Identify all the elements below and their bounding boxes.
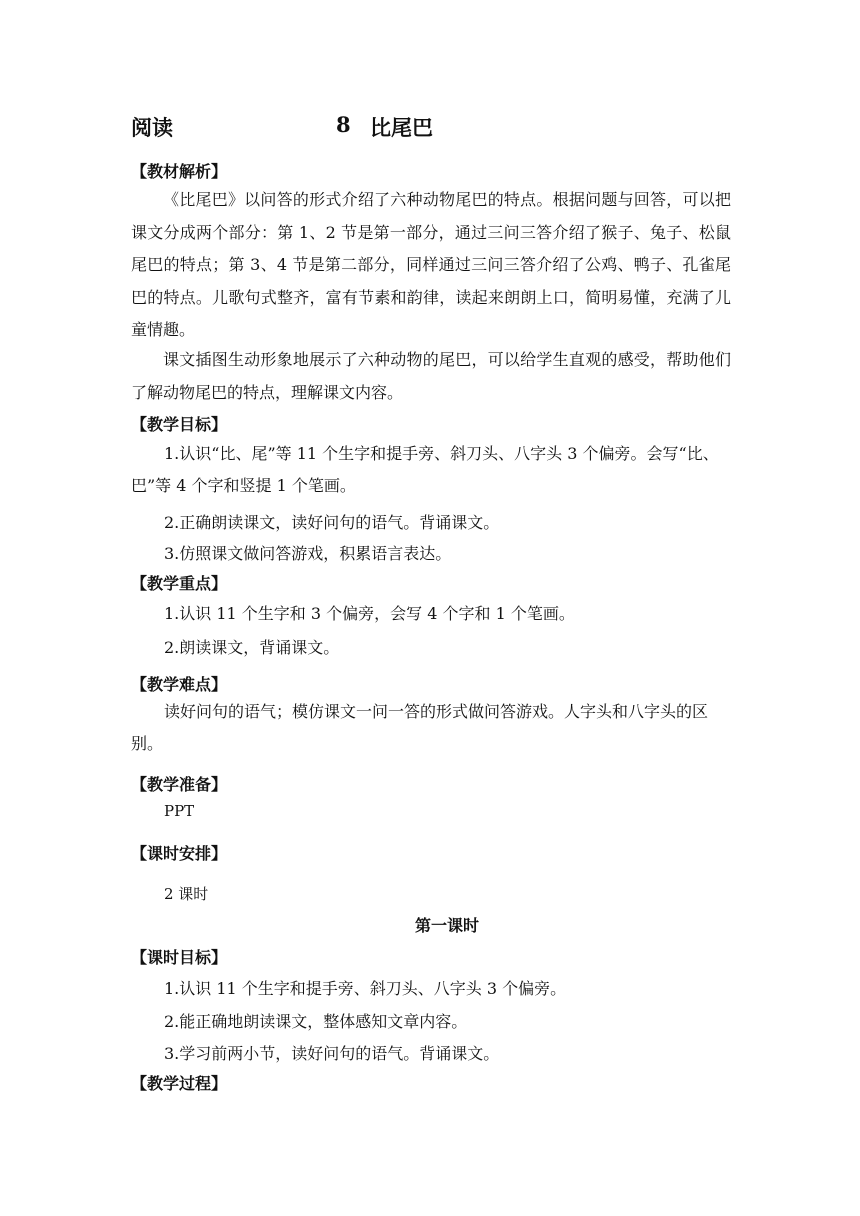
goal-item-2: 2.正确朗读课文，读好问句的语气。背诵课文。: [164, 513, 500, 532]
preparation-heading: 【教学准备】: [131, 775, 228, 794]
goal-item-3: 3.仿照课文做问答游戏，积累语言表达。: [164, 544, 452, 563]
difficulties-heading: 【教学难点】: [131, 675, 228, 694]
lesson1-goal-item-1: 1.认识 11 个生字和提手旁、斜刀头、八字头 3 个偏旁。: [164, 979, 567, 998]
goal-item-1: 1.认识“比、尾”等 11 个生字和提手旁、斜刀头、八字头 3 个偏旁。会写“比、巴”等 4 个字和竖提 1 个笔画。: [131, 444, 719, 495]
lesson-number: 8: [336, 112, 351, 137]
section-label: 阅读: [131, 116, 173, 140]
key-point-item-2: 2.朗读课文，背诵课文。: [164, 638, 340, 657]
preparation-text: PPT: [164, 802, 195, 820]
key-points-heading: 【教学重点】: [131, 574, 228, 593]
goals-heading: 【教学目标】: [131, 415, 228, 434]
lesson-title: 比尾巴: [370, 116, 433, 140]
key-point-item-1: 1.认识 11 个生字和 3 个偏旁，会写 4 个字和 1 个笔画。: [164, 604, 575, 623]
analysis-heading: 【教材解析】: [131, 162, 228, 181]
lesson1-goals-heading: 【课时目标】: [131, 948, 228, 967]
analysis-paragraph-2: 课文插图生动形象地展示了六种动物的尾巴，可以给学生直观的感受，帮助他们了解动物尾巴的特点，理解课文内容。: [131, 350, 731, 402]
analysis-paragraph-1: 《比尾巴》以问答的形式介绍了六种动物尾巴的特点。根据问题与回答，可以把课文分成两个部分：第 1、2 节是第一部分，通过三问三答介绍了猴子、兔子、松鼠尾巴的特点；第 3、4 节是第二部分，同样通过三问三答介绍了公鸡、鸭子、孔雀尾巴的特点。儿歌句式整齐，富有节素和韵律，读起来朗朗上口，简明易懂，充满了儿童情趣。: [131, 190, 731, 339]
schedule-heading: 【课时安排】: [131, 844, 228, 863]
lesson1-goal-item-2: 2.能正确地朗读课文，整体感知文章内容。: [164, 1012, 468, 1031]
difficulties-text: 读好问句的语气；模仿课文一问一答的形式做问答游戏。人字头和八字头的区别。: [131, 702, 709, 753]
lesson1-title: 第一课时: [414, 916, 479, 935]
schedule-text: 2 课时: [164, 885, 209, 903]
lesson1-goal-item-3: 3.学习前两小节，读好问句的语气。背诵课文。: [164, 1044, 500, 1063]
process-heading: 【教学过程】: [131, 1074, 228, 1093]
